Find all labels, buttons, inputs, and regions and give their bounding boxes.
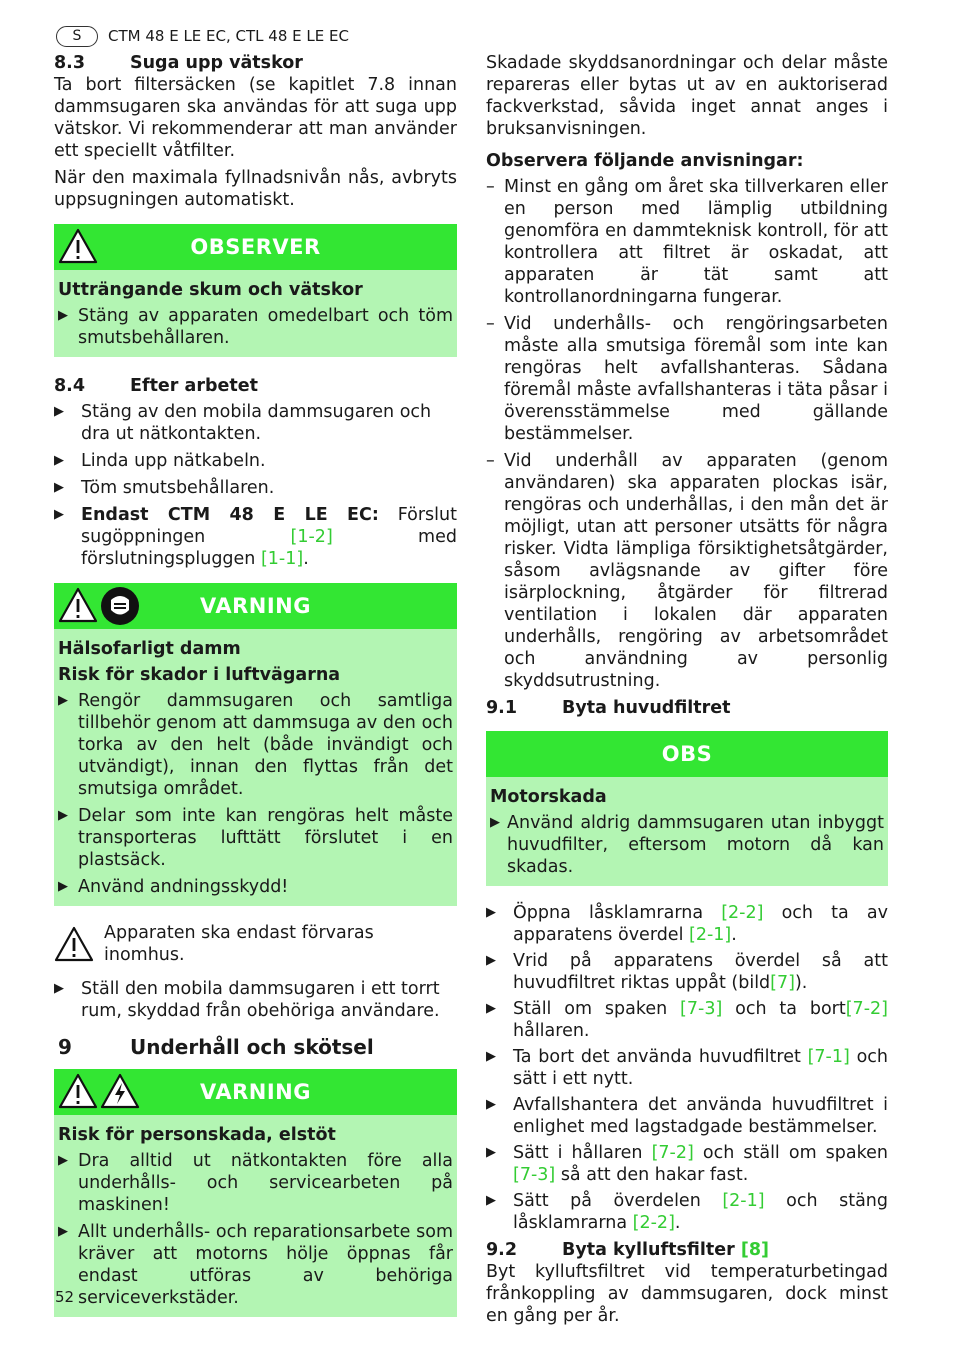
figure-reference: [2-1]: [689, 925, 732, 945]
obs-header: [486, 731, 888, 777]
bullet-arrow-icon: ▶: [54, 404, 64, 419]
figure-reference: [7-3]: [680, 999, 723, 1019]
figure-reference: [2-2]: [721, 903, 764, 923]
list-item: ▶ Stäng av den mobila dammsugaren och dra ut nätkontakten.: [54, 402, 432, 444]
section-8-4-heading: 8.4 Efter arbetet: [54, 376, 258, 396]
figure-reference: [1-1]: [260, 549, 304, 569]
obs-body: [486, 777, 888, 886]
step-item: ▶ Sätt i hållaren [7-2] och ställ om spaken [7-3] så att den hakar fast.: [486, 1143, 889, 1185]
step-item: ▶ Avfallshantera det använda huvudfiltret i enlighet med lagstadgade bestämmelser.: [486, 1095, 888, 1137]
list-item: ▶ Använd aldrig dammsugaren utan inbyggt huvudfilter, eftersom motorn då kan skadas.: [490, 813, 884, 877]
list-item: – Minst en gång om året ska tillverkaren eller en person med lämplig utbildning genomföra en dammteknisk kontroll, för att kontrollera att filtret är oskadat, att apparaten är tät samt att kontrollanordningarna fungerar.: [486, 177, 888, 307]
figure-reference: [7-1]: [807, 1047, 850, 1067]
language-badge: S: [56, 26, 98, 47]
section-9-2-text: Byt kylluftsfiltret vid temperaturbetingad frånkoppling av dammsugaren, dock minst en gång per år.: [486, 1262, 888, 1326]
warning-triangle-icon: [54, 926, 94, 962]
observer-body: [54, 270, 457, 357]
model-title: CTM 48 E LE EC, CTL 48 E LE EC: [108, 27, 349, 45]
list-item: ▶ Ställ den mobila dammsugaren i ett torrt rum, skyddad från obehöriga användare.: [54, 979, 440, 1021]
section-9-heading: 9 Underhåll och skötsel: [58, 1035, 374, 1059]
warning-box-dust: [54, 583, 457, 906]
figure-reference: [1-2]: [290, 527, 333, 547]
step-item: ▶ Vrid på apparatens överdel så att huvudfiltret riktas uppåt (bild[7]).: [486, 951, 888, 993]
bullet-arrow-icon: ▶: [486, 953, 496, 968]
step-item: ▶ Ta bort det använda huvudfiltret [7-1] och sätt i ett nytt.: [486, 1047, 889, 1089]
section-8-3-heading: 8.3 Suga upp vätskor: [54, 53, 303, 73]
right-column: [486, 52, 888, 1327]
bullet-arrow-icon: ▶: [486, 1001, 496, 1016]
warning-title: VARNING: [200, 1080, 311, 1104]
list-item: – Vid underhåll av apparaten (genom användaren) ska apparaten plockas isär, rengöras och underhållas, i den mån det är möjligt, utan att personer utsätts för några risker. Vidta lämpliga försiktighetsåtgärder, såsom avlägsnande av gifter före isärplockning, åtgärder för filtrerad ventilation i lokalen där apparaten underhålls, rengöring av arbetsområdet och användning av personlig skyddsutrustning.: [486, 451, 888, 691]
bullet-arrow-icon: ▶: [54, 480, 64, 495]
list-item: – Vid underhålls- och rengöringsarbeten måste alla smutsiga föremål som inte kan rengöras helt avfallshanteras. Sådana föremål måste avfallshanteras i täta påsar i överensstämmelse med gällande bestämmelser.: [486, 314, 888, 444]
bullet-arrow-icon: ▶: [58, 1153, 68, 1168]
warning-subheading: Risk för skador i luftvägarna: [58, 665, 341, 685]
filter-steps: [486, 902, 888, 1234]
bullet-arrow-icon: ▶: [486, 1097, 496, 1112]
warning-header: [54, 1069, 457, 1115]
instructions-heading: Observera följande anvisningar:: [486, 151, 804, 171]
figure-reference: [8]: [740, 1240, 770, 1260]
bullet-arrow-icon: ▶: [486, 1193, 496, 1208]
bullet-arrow-icon: ▶: [486, 1049, 496, 1064]
observer-title: OBSERVER: [190, 235, 321, 259]
bullet-arrow-icon: ▶: [58, 808, 68, 823]
figure-reference: [2-2]: [632, 1213, 675, 1233]
bullet-arrow-icon: ▶: [58, 879, 68, 894]
observer-header: [54, 224, 457, 270]
step-item: ▶ Öppna låsklamrarna [2-2] och ta av apparatens överdel [2-1].: [486, 903, 888, 945]
bullet-arrow-icon: ▶: [490, 815, 500, 830]
list-item: ▶ Rengör dammsugaren och samtliga tillbehör genom att dammsuga av den och torka av den helt (både invändigt och utvändigt), innan den flyttas från det smutsiga området.: [58, 691, 453, 799]
list-item: ▶ Endast CTM 48 E LE EC: Förslut sugöppningen [1-2] med förslutningspluggen [1-1].: [54, 505, 457, 569]
bullet-arrow-icon: ▶: [486, 1145, 496, 1160]
bullet-arrow-icon: ▶: [54, 507, 64, 522]
section-9-1-heading: 9.1 Byta huvudfiltret: [486, 698, 731, 718]
warning-box-electric: [54, 1069, 457, 1317]
bullet-arrow-icon: ▶: [58, 308, 68, 323]
obs-title: OBS: [661, 742, 713, 766]
left-column: [54, 52, 457, 1317]
bullet-arrow-icon: ▶: [54, 981, 64, 996]
list-item: ▶ Linda upp nätkabeln.: [54, 451, 266, 471]
bullet-arrow-icon: ▶: [54, 453, 64, 468]
figure-reference: [7-2]: [651, 1143, 694, 1163]
step-item: ▶ Sätt på överdelen [2-1] och stäng låsklamrarna [2-2].: [486, 1191, 889, 1233]
figure-reference: [7-2]: [845, 999, 888, 1019]
list-item: ▶ Använd andningsskydd!: [58, 877, 289, 897]
section-9-2-heading: 9.2 Byta kylluftsfilter [8]: [486, 1240, 770, 1260]
warning-title: VARNING: [200, 594, 311, 618]
figure-reference: [2-1]: [722, 1191, 765, 1211]
warning-header: [54, 583, 457, 629]
bullet-arrow-icon: ▶: [486, 905, 496, 920]
warning-subheading: Hälsofarligt damm: [58, 639, 241, 659]
intro-paragraph: Skadade skyddsanordningar och delar måste repareras eller bytas ut av en auktoriserad fackverkstad, såvida inget annat anges i bruksanvisningen.: [486, 53, 888, 139]
bullet-arrow-icon: ▶: [58, 693, 68, 708]
obs-subheading: Motorskada: [490, 787, 607, 807]
list-item: ▶ Töm smutsbehållaren.: [54, 478, 275, 498]
figure-reference: [7]: [770, 973, 795, 993]
list-item: ▶ Allt underhålls- och reparationsarbete som kräver att motorns hölje öppnas får endast utföras av behöriga serviceverkstäder.: [58, 1222, 453, 1308]
observer-subheading: Utträngande skum och vätskor: [58, 280, 363, 300]
step-item: ▶ Ställ om spaken [7-3] och ta bort[7-2] hållaren.: [486, 999, 888, 1041]
section-8-3-text-2: När den maximala fyllnadsnivån nås, avbryts uppsugningen automatiskt.: [54, 168, 457, 210]
warning-body: [54, 1115, 457, 1317]
section-8-3-text: Ta bort filtersäcken (se kapitlet 7.8 innan dammsugaren ska användas för att suga upp vätskor. Vi rekommenderar att man använder ett speciellt våtfilter.: [54, 75, 457, 161]
list-item: ▶ Stäng av apparaten omedelbart och töm smutsbehållaren.: [58, 306, 453, 348]
page-header: [56, 25, 349, 47]
list-item: ▶ Delar som inte kan rengöras helt måste transporteras lufttätt förslutet i en plastsäck.: [58, 806, 453, 870]
storage-note: Apparaten ska endast förvaras inomhus.: [54, 924, 457, 966]
observer-box: [54, 224, 457, 357]
warning-body: [54, 629, 457, 906]
warning-subheading: Risk för personskada, elstöt: [58, 1125, 336, 1145]
list-item: ▶ Dra alltid ut nätkontakten före alla underhålls- och servicearbeten på maskinen!: [58, 1151, 453, 1215]
bullet-arrow-icon: ▶: [58, 1224, 68, 1239]
figure-reference: [7-3]: [513, 1165, 556, 1185]
page-number: 52: [55, 1288, 75, 1306]
obs-box: [486, 731, 888, 886]
